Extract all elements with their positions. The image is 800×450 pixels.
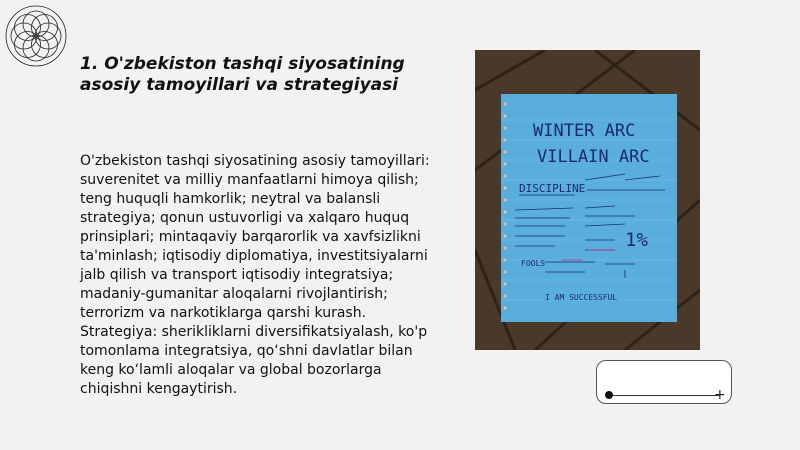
notebook-fools: FOOLS	[521, 259, 546, 268]
notebook-line-2: VILLAIN ARC	[537, 147, 650, 167]
audio-progress-track[interactable]	[609, 395, 719, 396]
notebook-percent: 1%	[625, 229, 648, 251]
spirograph-logo-icon	[4, 4, 68, 68]
position-dot-icon[interactable]	[605, 391, 613, 399]
audio-player[interactable]	[596, 360, 732, 404]
notebook-line-1: WINTER ARC	[533, 121, 636, 141]
notebook-photo[interactable]	[475, 50, 700, 350]
slide-title: 1. O'zbekiston tashqi siyosatining asosiy tamoyillari va strategiyasi	[80, 54, 405, 95]
slide-body-text: O'zbekiston tashqi siyosatining asosiy tamoyillari: suverenitet va milliy manfaatlarni himoya qilish; teng huquqli hamkorlik; neytral va balansli strategiya; qonun ustuvorligi va xalqaro huquq prinsiplari; mintaqaviy barqarorlik va xavfsizlikni ta'minlash; iqtisodiy diplomatiya, investitsiyalarni jalb qilish va transport iqtisodiy integratsiya; madaniy-gumanitar aloqalarni rivojlantirish; terrorizm va narkotiklarga qarshi kurash. Strategiya: sherikliklarni diversifikatsiyalash, ko'p tomonlama integratsiya, qo‘shni davlatlar bilan keng ko‘lamli aloqalar va global bozorlarga chiqishni kengaytirish.	[80, 153, 430, 397]
notebook-discipline: DISCIPLINE	[519, 182, 586, 195]
plus-icon[interactable]: +	[714, 387, 726, 403]
notebook-footer: I AM SUCCESSFUL	[545, 293, 618, 302]
